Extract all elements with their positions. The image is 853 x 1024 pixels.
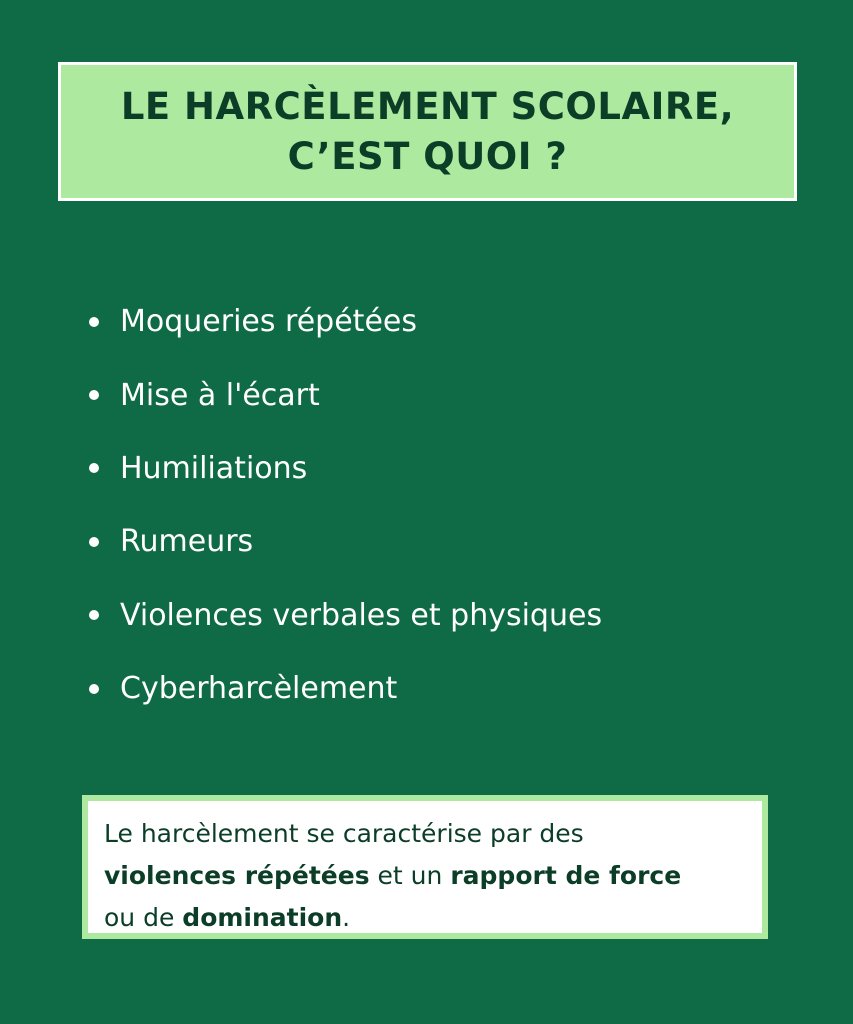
list-item bbox=[0, 285, 853, 358]
note-line-3 bbox=[104, 897, 762, 939]
list-item-label: Rumeurs bbox=[120, 524, 254, 560]
list-item-label: Moqueries répétées bbox=[120, 304, 417, 340]
note-text: et un bbox=[369, 861, 451, 890]
note-line-1 bbox=[104, 813, 762, 855]
note-text: . bbox=[342, 903, 351, 932]
note-text: ou de bbox=[104, 903, 183, 932]
bullet-icon bbox=[89, 684, 99, 694]
list-item-label: Violences verbales et physiques bbox=[120, 597, 603, 633]
definition-box bbox=[82, 795, 768, 939]
note-text: Le harcèlement se caractérise par des bbox=[104, 819, 584, 848]
list-item bbox=[0, 505, 853, 578]
note-bold-text: domination bbox=[182, 903, 343, 932]
note-bold-text: violences répétées bbox=[104, 861, 370, 890]
bullet-list bbox=[0, 285, 853, 725]
list-item-label: Mise à l'écart bbox=[120, 377, 320, 413]
list-item bbox=[0, 358, 853, 431]
list-item bbox=[0, 432, 853, 505]
list-item bbox=[0, 579, 853, 652]
title-line-1: LE HARCÈLEMENT SCOLAIRE, bbox=[120, 84, 735, 128]
bullet-icon bbox=[89, 317, 99, 327]
list-item-label: Cyberharcèlement bbox=[120, 671, 398, 707]
note-line-2 bbox=[104, 855, 762, 897]
title-box bbox=[58, 62, 797, 201]
bullet-icon bbox=[89, 390, 99, 400]
list-item-label: Humiliations bbox=[120, 450, 308, 486]
bullet-icon bbox=[89, 537, 99, 547]
note-bold-text: rapport de force bbox=[450, 861, 682, 890]
bullet-icon bbox=[89, 463, 99, 473]
bullet-icon bbox=[89, 610, 99, 620]
title-line-2: C’EST QUOI ? bbox=[287, 134, 568, 178]
list-item bbox=[0, 652, 853, 725]
